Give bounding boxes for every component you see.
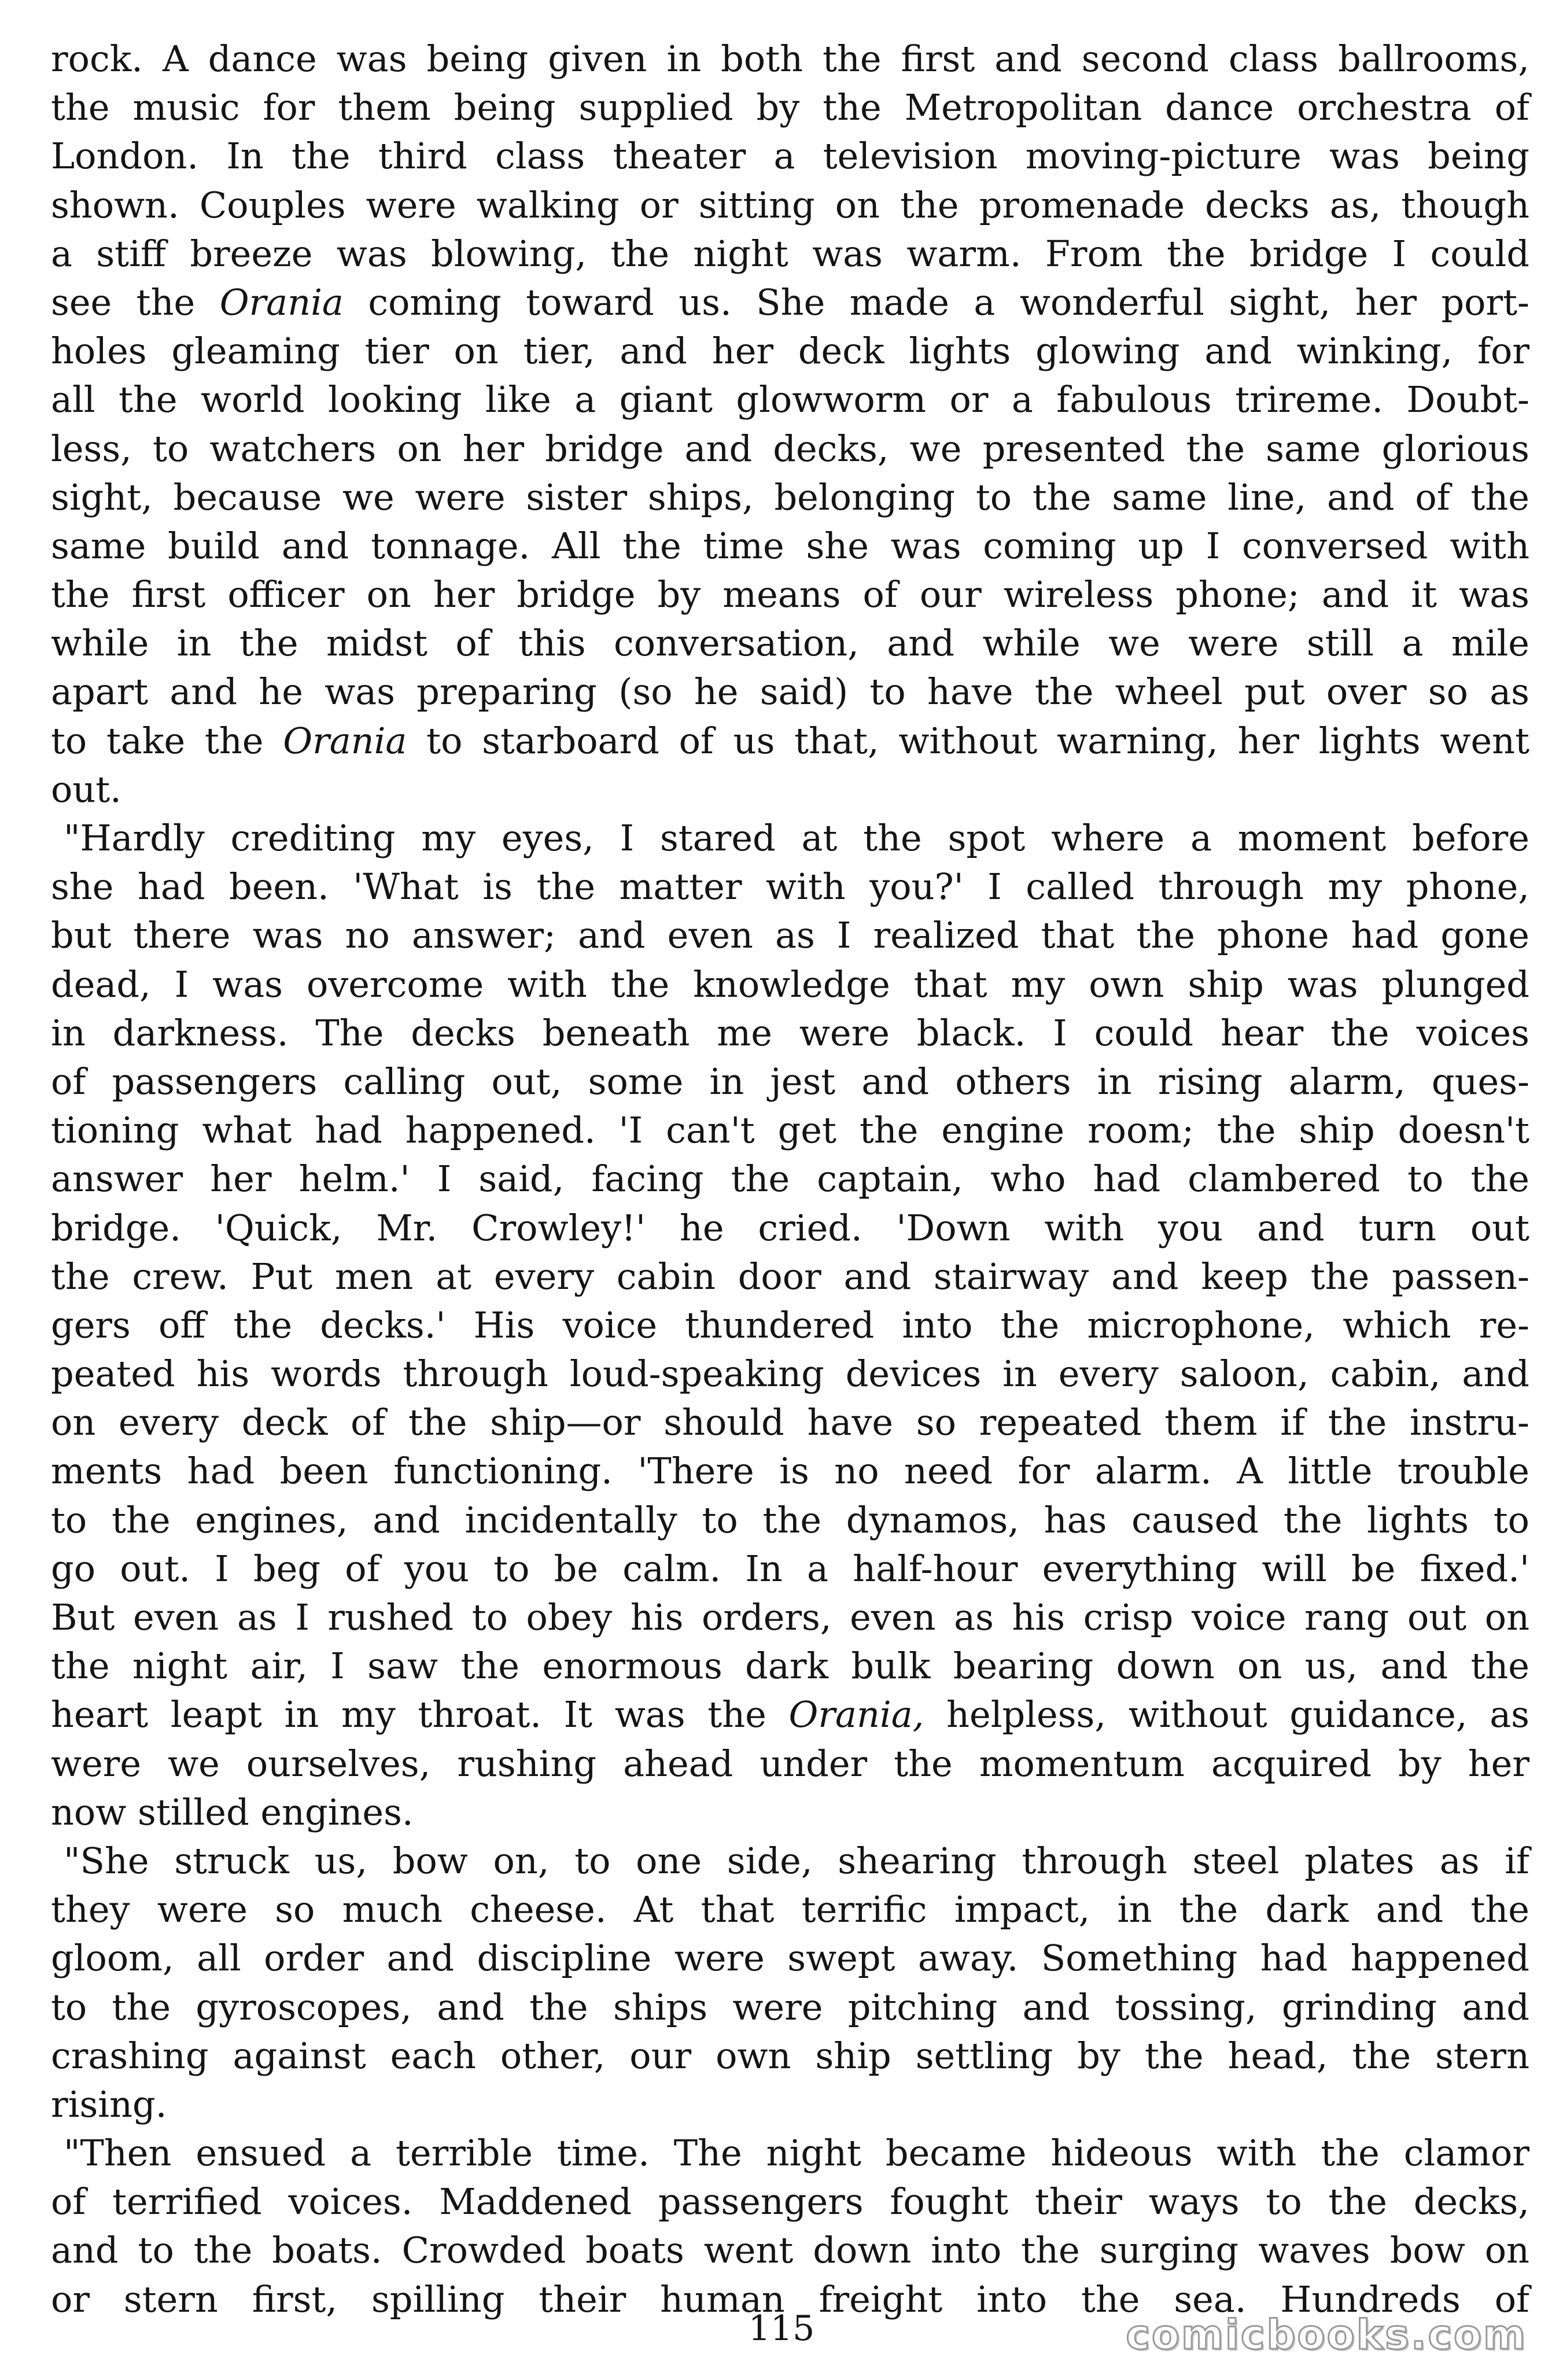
text-segment: the first officer on her bridge by means of our wireless phone; and it was [51, 573, 1529, 616]
text-segment: they were so much cheese. At that terrific impact, in the dark and the [51, 1888, 1529, 1931]
text-segment: apart and he was preparing (so he said) to have the wheel put over so as [51, 670, 1529, 713]
text-segment: to the engines, and incidentally to the dynamos, has caused the lights to [51, 1498, 1529, 1541]
text-line [51, 1593, 1529, 1642]
text-line [51, 1788, 1529, 1837]
text-segment: she had been. 'What is the matter with you?' I called through my phone, [51, 865, 1529, 908]
text-line [51, 1155, 1529, 1203]
text-line [51, 1545, 1529, 1593]
text-line [51, 1690, 1529, 1739]
text-segment: all the world looking like a giant glowworm or a fabulous trireme. Doubt- [51, 378, 1529, 421]
text-line [51, 1058, 1529, 1106]
text-segment: shown. Couples were walking or sitting on the promenade decks as, though [51, 183, 1529, 226]
text-line [51, 570, 1529, 619]
text-segment: now stilled engines. [51, 1790, 414, 1833]
text-line [51, 2178, 1529, 2226]
text-segment: see the [51, 281, 220, 323]
text-segment: out. [51, 768, 121, 810]
italic-text: Orania [219, 281, 344, 323]
text-line [51, 1496, 1529, 1545]
text-line [51, 765, 1529, 814]
text-segment: answer her helm.' I said, facing the captain, who had clambered to the [51, 1158, 1529, 1200]
text-line [51, 814, 1529, 863]
text-segment: of passengers calling out, some in jest and others in rising alarm, ques- [51, 1060, 1529, 1103]
text-line [51, 83, 1529, 132]
text-segment: rising. [51, 2083, 167, 2125]
text-line [51, 132, 1529, 180]
text-line [51, 473, 1529, 522]
text-segment: holes gleaming tier on tier, and her deck lights glowing and winking, for [51, 330, 1529, 373]
text-segment: while in the midst of this conversation, and while we were still a mile [51, 622, 1529, 665]
text-segment: the music for them being supplied by the Metropolitan dance orchestra of [51, 86, 1529, 129]
text-segment: London. In the third class theater a television moving-picture was being [51, 135, 1529, 178]
text-line [51, 2080, 1529, 2129]
text-segment: But even as I rushed to obey his orders, even as his crisp voice rang out on [51, 1596, 1529, 1638]
text-line [51, 1740, 1529, 1788]
text-line [51, 1398, 1529, 1447]
watermark-logo: comicbooks.com [1126, 2311, 1527, 2359]
text-line [51, 230, 1529, 278]
text-line [51, 375, 1529, 424]
text-segment: rock. A dance was being given in both the first and second class ballrooms, [51, 38, 1529, 80]
page-body [51, 35, 1529, 2326]
text-segment: ments had been functioning. 'There is no need for alarm. A little trouble [51, 1450, 1529, 1493]
text-line [51, 1837, 1529, 1885]
text-segment: but there was no answer; and even as I realized that the phone had gone [51, 914, 1529, 957]
text-segment: gers off the decks.' His voice thundered into the microphone, which re- [51, 1303, 1529, 1346]
text-line [51, 911, 1529, 960]
page-number: 115 [748, 2308, 815, 2349]
italic-text: Orania, [788, 1693, 924, 1736]
text-segment: peated his words through loud-speaking devices in every saloon, cabin, and [51, 1353, 1529, 1395]
text-segment: less, to watchers on her bridge and decks, we presented the same glorious [51, 427, 1529, 470]
text-line [51, 2226, 1529, 2275]
text-line [51, 1885, 1529, 1934]
text-segment: to take the [51, 719, 283, 762]
text-segment: of terrified voices. Maddened passengers fought their ways to the decks, [51, 2180, 1529, 2223]
text-segment: heart leapt in my throat. It was the [51, 1693, 789, 1736]
text-segment: gloom, all order and discipline were swept away. Something had happened [51, 1937, 1529, 1980]
text-segment: dead, I was overcome with the knowledge that my own ship was plunged [51, 963, 1529, 1005]
text-segment: coming toward us. She made a wonderful sight, her port- [343, 281, 1530, 323]
text-line [51, 2032, 1529, 2080]
text-line [51, 1301, 1529, 1350]
text-line [51, 1106, 1529, 1155]
text-line [51, 1009, 1529, 1058]
text-line [51, 1447, 1529, 1495]
text-line [51, 717, 1529, 765]
text-segment: helpless, without guidance, as [924, 1693, 1529, 1736]
text-line [51, 1350, 1529, 1398]
text-segment: or stern first, spilling their human freight into the sea. Hundreds of [51, 2278, 1529, 2320]
text-segment: "Then ensued a terrible time. The night became hideous with the clamor [64, 2132, 1529, 2175]
text-segment: to starboard of us that, without warning, her lights went [407, 719, 1529, 762]
text-segment: to the gyroscopes, and the ships were pitching and tossing, grinding and [51, 1985, 1529, 2028]
text-line [51, 1252, 1529, 1301]
text-segment: and to the boats. Crowded boats went down into the surging waves bow on [51, 2229, 1529, 2272]
text-line [51, 2129, 1529, 2178]
text-segment: the crew. Put men at every cabin door and stairway and keep the passen- [51, 1255, 1529, 1298]
text-segment: same build and tonnage. All the time she was coming up I conversed with [51, 524, 1529, 567]
text-line [51, 35, 1529, 83]
text-line [51, 522, 1529, 570]
text-segment: bridge. 'Quick, Mr. Crowley!' he cried. 'Down with you and turn out [51, 1206, 1529, 1249]
text-segment: "Hardly crediting my eyes, I stared at the spot where a moment before [64, 817, 1529, 859]
text-segment: the night air, I saw the enormous dark bulk bearing down on us, and the [51, 1645, 1529, 1688]
text-segment: on every deck of the ship—or should have so repeated them if the instru- [51, 1401, 1529, 1444]
text-line [51, 278, 1529, 327]
text-segment: a stiff breeze was blowing, the night was warm. From the bridge I could [51, 232, 1529, 275]
text-line [51, 1934, 1529, 1983]
text-line [51, 425, 1529, 473]
text-line [51, 1642, 1529, 1690]
text-line [51, 1983, 1529, 2032]
text-segment: in darkness. The decks beneath me were black. I could hear the voices [51, 1011, 1529, 1054]
text-segment: go out. I beg of you to be calm. In a half-hour everything will be fixed.' [51, 1547, 1529, 1590]
text-line [51, 668, 1529, 716]
text-segment: "She struck us, bow on, to one side, shearing through steel plates as if [64, 1839, 1529, 1882]
italic-text: Orania [283, 719, 407, 762]
text-line [51, 619, 1529, 668]
text-line [51, 1204, 1529, 1252]
text-line [51, 181, 1529, 230]
text-segment: crashing against each other, our own ship settling by the head, the stern [51, 2034, 1529, 2077]
text-line [51, 863, 1529, 911]
text-segment: were we ourselves, rushing ahead under the momentum acquired by her [51, 1742, 1529, 1785]
text-segment: tioning what had happened. 'I can't get the engine room; the ship doesn't [51, 1109, 1529, 1152]
text-line [51, 960, 1529, 1009]
text-segment: sight, because we were sister ships, belonging to the same line, and of the [51, 476, 1529, 518]
text-line [51, 327, 1529, 375]
